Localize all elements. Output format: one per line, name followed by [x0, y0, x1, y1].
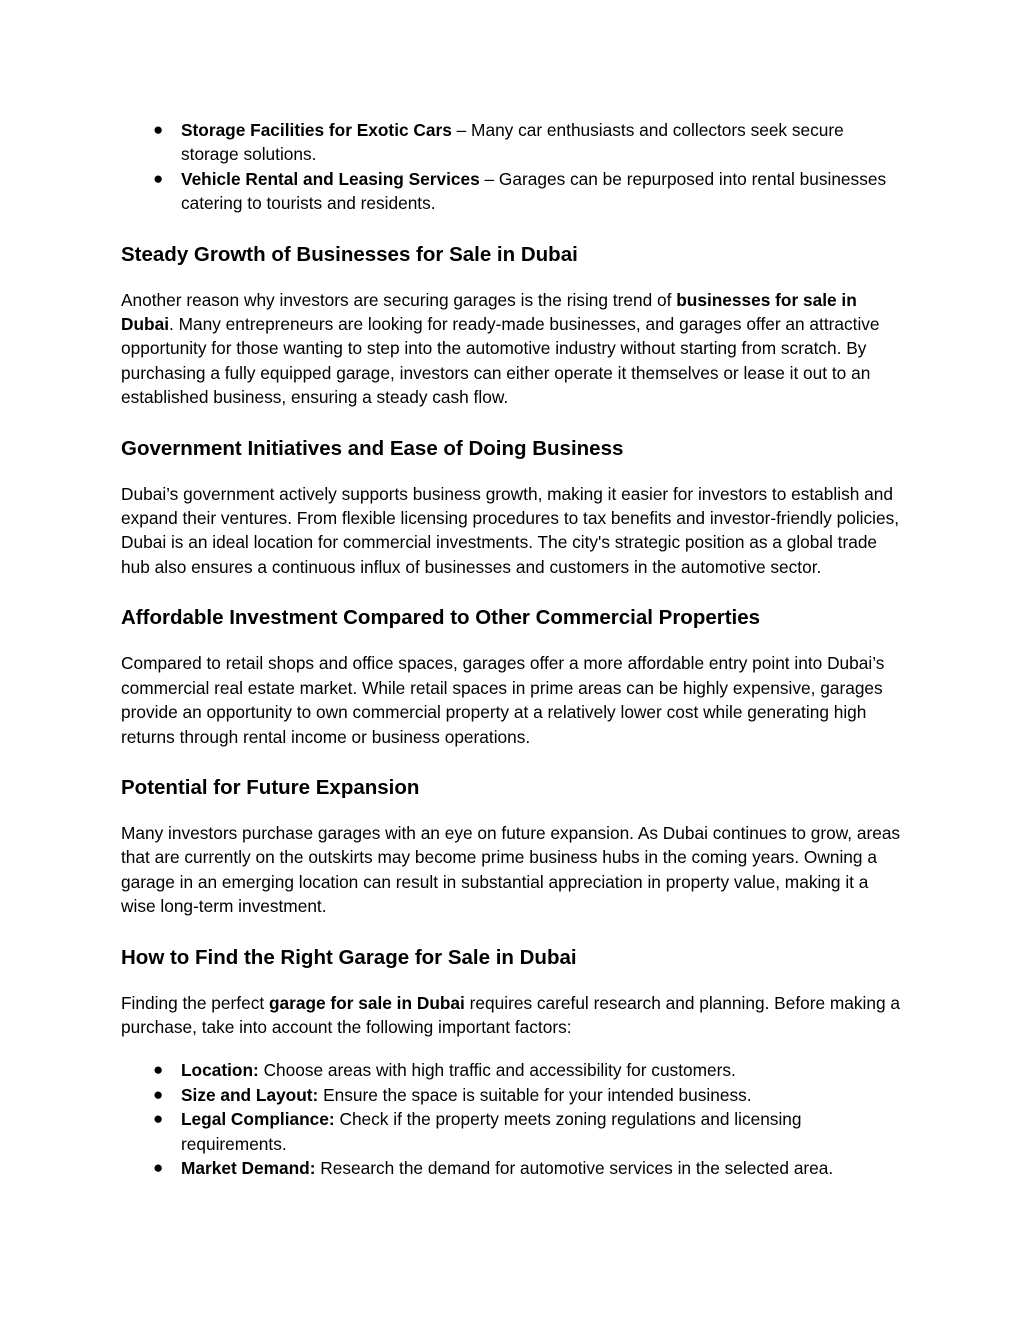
- keyword-text: businesses for sale in Dubai: [121, 289, 857, 335]
- factors-list: [121, 1058, 904, 1180]
- bullet-icon: ●: [153, 120, 164, 139]
- list-item-title: Vehicle Rental and Leasing Services: [181, 168, 480, 189]
- list-item-text: Choose areas with high traffic and accessibility for customers.: [258, 1060, 736, 1081]
- section-heading: Steady Growth of Businesses for Sale in Dubai: [121, 242, 578, 266]
- bullet-icon: ●: [153, 1060, 164, 1080]
- list-item: [121, 118, 904, 167]
- list-item-text: Ensure the space is suitable for your intended business.: [318, 1084, 752, 1105]
- list-item-title: Location:: [181, 1060, 259, 1081]
- bullet-icon: ●: [153, 1109, 164, 1129]
- list-item-text: Research the demand for automotive services in the selected area.: [315, 1157, 834, 1178]
- section-heading: How to Find the Right Garage for Sale in Dubai: [121, 945, 577, 969]
- section-paragraph: Compared to retail shops and office spaces, garages offer a more affordable entry point into Dubai’s commercial real estate market. While retail spaces in prime areas can be highly expensive, garages provide an opportunity to own commercial property at a relatively lower cost while generating high returns through rental income or business operations.: [121, 653, 885, 747]
- section-heading: Potential for Future Expansion: [121, 775, 420, 799]
- list-item: [121, 1058, 904, 1082]
- section-paragraph: [121, 991, 904, 1040]
- list-item: [121, 1083, 904, 1107]
- bullet-icon: ●: [153, 168, 164, 188]
- list-item: [121, 1156, 904, 1180]
- section-heading: Government Initiatives and Ease of Doing Business: [121, 436, 624, 460]
- top-bullet-list: [121, 118, 904, 216]
- paragraph-text: Another reason why investors are securing garages is the rising trend of: [121, 289, 677, 310]
- section-paragraph: Dubai’s government actively supports business growth, making it easier for investors to establish and expand their ventures. From flexible licensing procedures to tax benefits and investor-friendly policies, Dubai is an ideal location for commercial investments. The city's strategic position as a global trade hub also ensures a continuous influx of businesses and customers in the automotive sector.: [121, 483, 900, 577]
- paragraph-text: requires careful research and planning. Before making a purchase, take into account the following important factors:: [121, 992, 901, 1037]
- list-item: [121, 1107, 904, 1156]
- section-paragraph: Many investors purchase garages with an eye on future expansion. As Dubai continues to grow, areas that are currently on the outskirts may become prime business hubs in the coming years. Owning a garage in an emerging location can result in substantial appreciation in property value, making it a wise long-term investment.: [121, 822, 901, 917]
- keyword-text: garage for sale in Dubai: [268, 992, 465, 1013]
- list-item: [121, 167, 904, 216]
- section-paragraph: [121, 288, 904, 410]
- bullet-icon: ●: [153, 1084, 164, 1104]
- list-item-text: – Many car enthusiasts and collectors seek secure storage solutions.: [181, 120, 844, 165]
- list-item-text: Check if the property meets zoning regulations and licensing requirements.: [181, 1109, 802, 1154]
- list-item-title: Legal Compliance:: [181, 1109, 335, 1130]
- paragraph-text: . Many entrepreneurs are looking for ready-made businesses, and garages offer an attractive opportunity for those wanting to step into the automotive industry without starting from scratch. By purchasing a fully equipped garage, investors can either operate it themselves or lease it out to an established business, ensuring a steady cash flow.: [121, 314, 880, 408]
- list-item-title: Storage Facilities for Exotic Cars: [181, 120, 452, 140]
- section-heading: Affordable Investment Compared to Other Commercial Properties: [121, 606, 761, 630]
- list-item-text: – Garages can be repurposed into rental businesses catering to tourists and residents.: [181, 168, 887, 214]
- list-item-title: Market Demand:: [181, 1157, 316, 1178]
- paragraph-text: Finding the perfect: [121, 992, 269, 1013]
- list-item-title: Size and Layout:: [181, 1084, 319, 1105]
- bullet-icon: ●: [153, 1157, 164, 1177]
